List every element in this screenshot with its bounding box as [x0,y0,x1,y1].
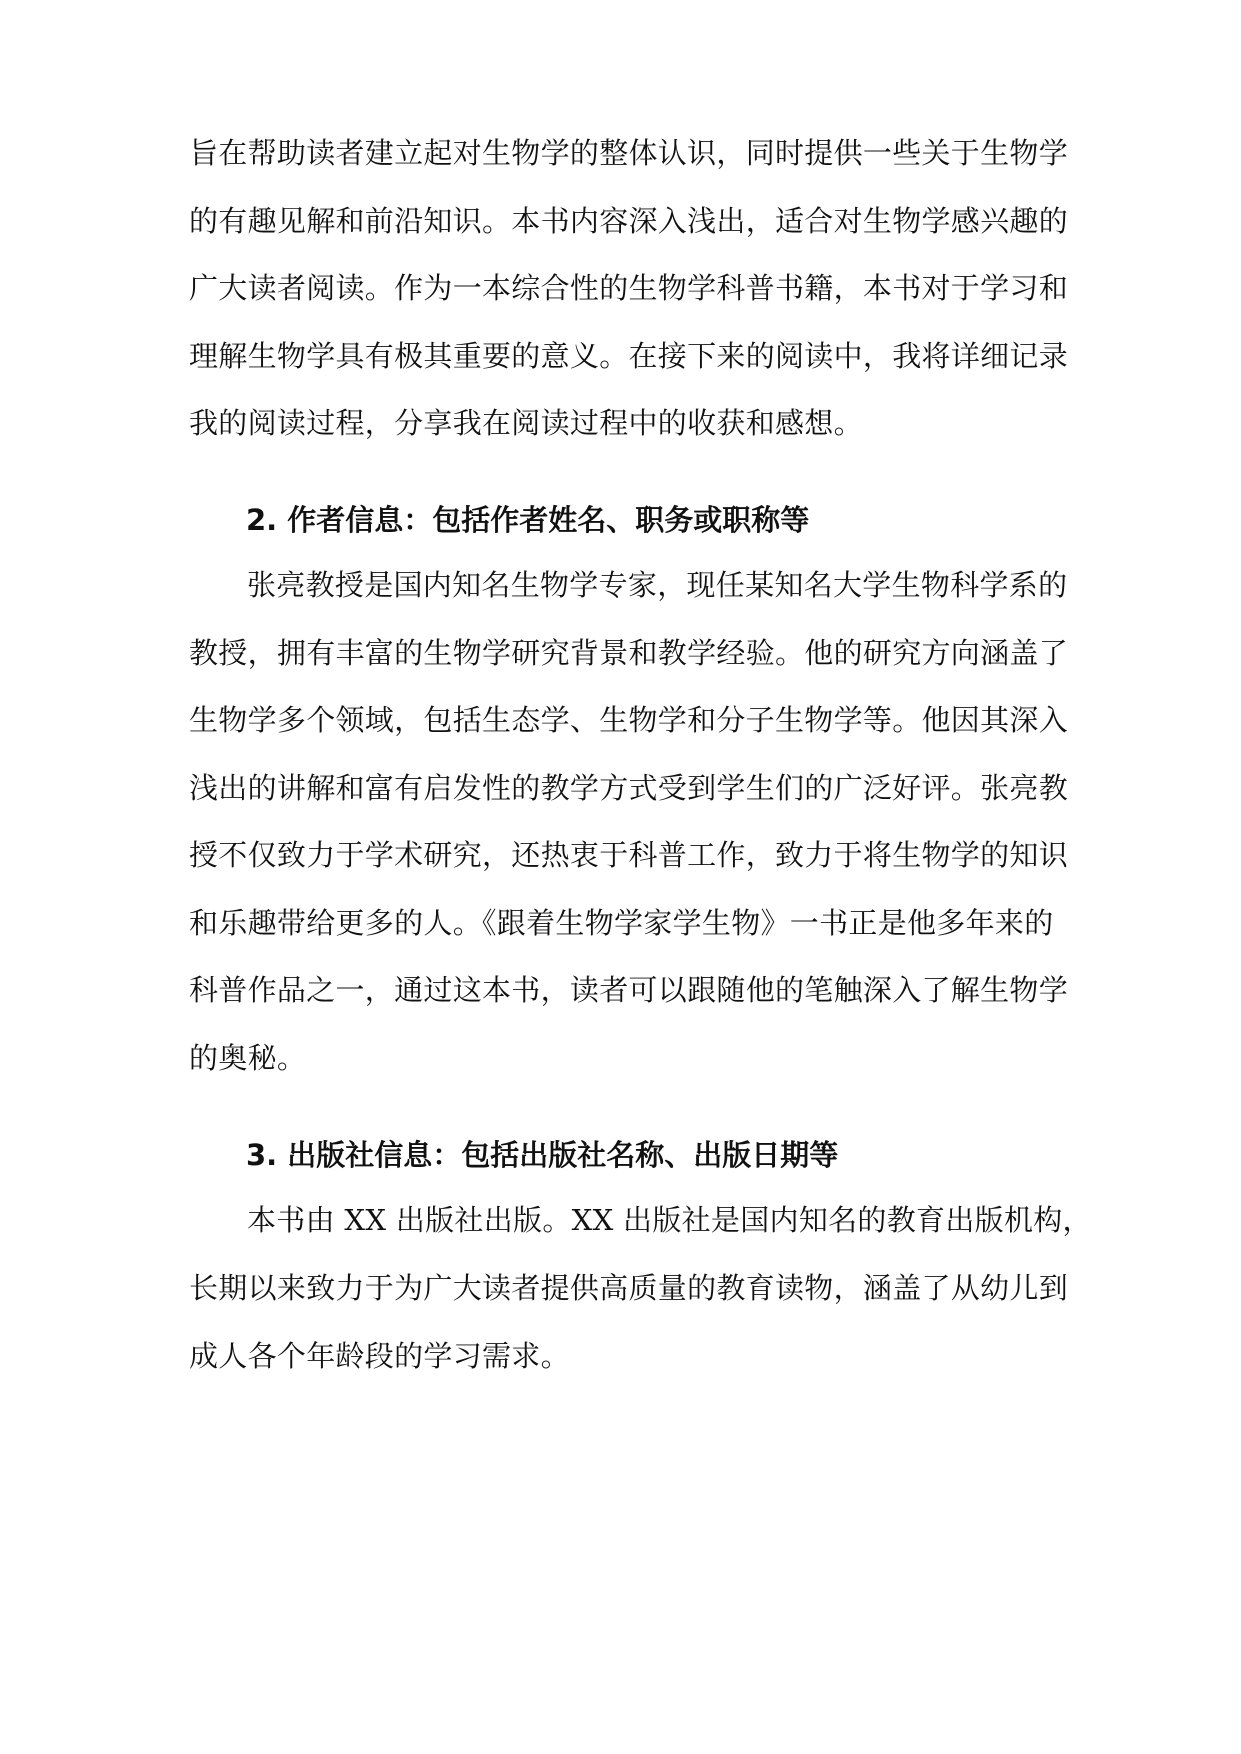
publisher-line-2: 长期以来致力于为广大读者提供高质量的教育读物，涵盖了从幼儿到 [189,1271,1069,1305]
author-line-5: 授不仅致力于学术研究，还热衷于科普工作，致力于将生物学的知识 [189,838,1069,872]
intro-line-2: 的有趣见解和前沿知识。本书内容深入浅出，适合对生物学感兴趣的 [189,204,1069,238]
author-line-2: 教授，拥有丰富的生物学研究背景和教学经验。他的研究方向涵盖了 [189,636,1069,670]
section-heading-author: 2. 作者信息：包括作者姓名、职务或职称等 [246,503,810,537]
intro-line-3: 广大读者阅读。作为一本综合性的生物学科普书籍，本书对于学习和 [189,271,1069,305]
author-line-7: 科普作品之一，通过这本书，读者可以跟随他的笔触深入了解生物学 [189,973,1069,1007]
section-heading-publisher: 3. 出版社信息：包括出版社名称、出版日期等 [246,1138,839,1172]
publisher-line-1: 本书由 XX 出版社出版。XX 出版社是国内知名的教育出版机构， [247,1203,1092,1237]
author-line-8: 的奥秘。 [189,1041,307,1075]
intro-line-4: 理解生物学具有极其重要的意义。在接下来的阅读中，我将详细记录 [189,339,1069,373]
publisher-line-3: 成人各个年龄段的学习需求。 [189,1339,570,1373]
author-line-1: 张亮教授是国内知名生物学专家，现任某知名大学生物科学系的 [247,568,1068,602]
author-line-4: 浅出的讲解和富有启发性的教学方式受到学生们的广泛好评。张亮教 [189,771,1069,805]
author-line-3: 生物学多个领域，包括生态学、生物学和分子生物学等。他因其深入 [189,703,1069,737]
intro-line-5: 我的阅读过程，分享我在阅读过程中的收获和感想。 [189,406,863,440]
author-line-6: 和乐趣带给更多的人。《跟着生物学家学生物》一书正是他多年来的 [189,906,1054,940]
intro-line-1: 旨在帮助读者建立起对生物学的整体认识，同时提供一些关于生物学 [189,136,1069,170]
